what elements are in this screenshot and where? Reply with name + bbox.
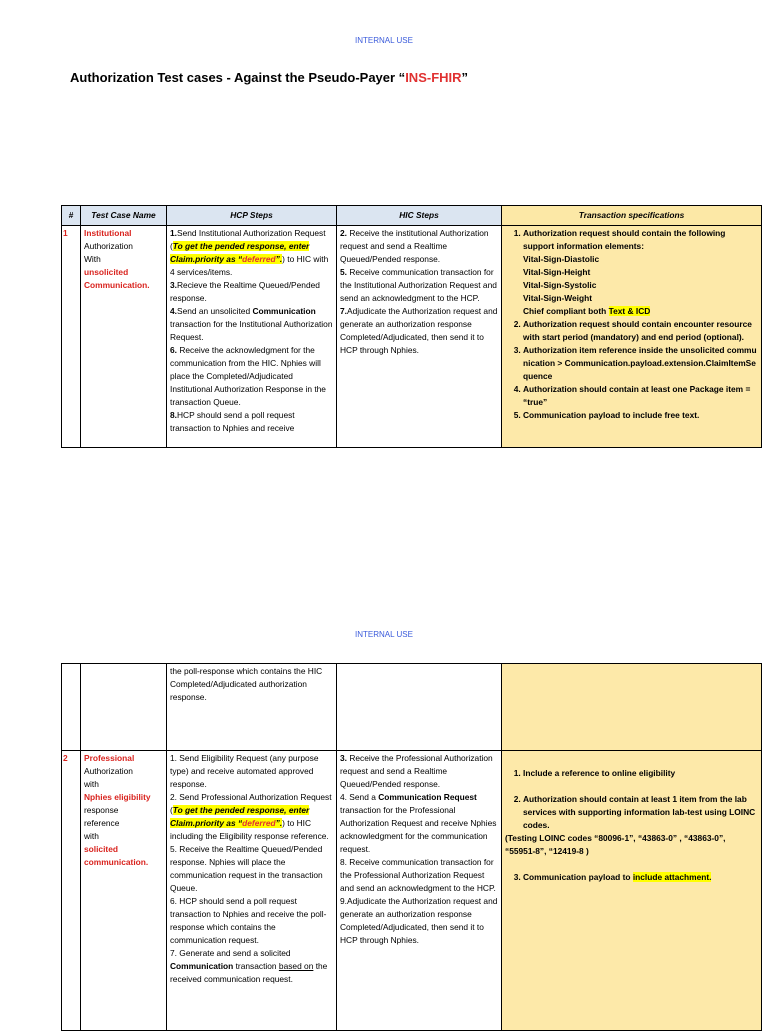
- step-text: Receive the acknowledgment for the communication from the HIC. Nphies will place the Completed/Adjudicated Institutional Authorization Response in the transaction Queue.: [170, 345, 326, 407]
- step-text: 5. Receive the Realtime Queued/Pended response. Nphies will place the communication request in the transaction Queue.: [170, 844, 323, 893]
- hic-steps: [337, 226, 502, 448]
- pended-note: To get the pended response, enter Claim.priority as “: [170, 805, 310, 828]
- case-name: [81, 751, 167, 1031]
- case-name: [81, 664, 167, 751]
- hic-steps: [337, 751, 502, 1031]
- test-cases-table: [61, 205, 762, 448]
- loinc-codes: (Testing LOINC codes “80096-1”, “43863-0” , “43863-0”, “55951-8”, “12419-8 ): [505, 833, 726, 856]
- spec-item: 4. Authorization should contain at least one Package item = “true”: [523, 383, 758, 409]
- col-header-name: Test Case Name: [81, 206, 167, 226]
- table-row: [62, 751, 762, 1031]
- step-text: Adjudicate the Authorization request and generate an authorization response Completed/Adjudicated, then send it to HCP through Nphies.: [340, 306, 498, 355]
- table-row: [62, 664, 762, 751]
- step-text: 2. Send Professional Authorization Request (: [170, 792, 332, 815]
- step-text: 4. Send a: [340, 792, 379, 802]
- spec-item: [523, 227, 758, 318]
- pended-note: To get the pended response, enter Claim.priority as “: [170, 241, 310, 264]
- hcp-steps: the poll-response which contains the HIC Completed/Adjudicated authorization response.: [167, 664, 337, 751]
- name-line: response: [84, 805, 119, 815]
- transaction-specs: [502, 751, 762, 1031]
- table-header-row: [62, 206, 762, 226]
- case-number: [62, 664, 81, 751]
- step-keyword: Communication: [252, 306, 316, 316]
- step-num: 3.: [340, 753, 347, 763]
- spec-subitem: Vital-Sign-Systolic: [523, 280, 597, 290]
- payer-name: INS-FHIR: [405, 70, 462, 85]
- spec-highlight: include attachment.: [632, 872, 712, 882]
- spec-subitem: Vital-Sign-Weight: [523, 293, 593, 303]
- step-num: 3.: [170, 280, 177, 290]
- step-text: Receive communication transaction for the Institutional Authorization Request and send an acknowledgment to the HCP.: [340, 267, 497, 303]
- spec-list: [505, 767, 758, 832]
- spec-item: [523, 871, 758, 884]
- pended-note-end: ”.: [275, 818, 283, 828]
- col-header-spec: Transaction specifications: [502, 206, 762, 226]
- name-line: with: [84, 831, 99, 841]
- name-line: reference: [84, 818, 120, 828]
- step-num: 2.: [340, 228, 347, 238]
- col-header-hic: HIC Steps: [337, 206, 502, 226]
- name-line: unsolicited: [84, 267, 129, 277]
- step-text: Recieve the Realtime Queued/Pended response.: [170, 280, 320, 303]
- spec-list: [505, 871, 758, 884]
- step-text: 1. Send Eligibility Request (any purpose type) and receive automated approved response.: [170, 753, 319, 789]
- internal-use-label: INTERNAL USE: [355, 630, 413, 639]
- deferred-value: deferred: [242, 254, 276, 264]
- step-text: ) to HIC with 4 services/items.: [170, 254, 329, 277]
- step-text: Receive the Professional Authorization request and send a Realtime Queued/Pended response.: [340, 753, 493, 789]
- name-line: with: [84, 779, 99, 789]
- name-line: solicited: [84, 844, 118, 854]
- step-text: Send an unsolicited: [177, 306, 253, 316]
- name-line: Nphies eligibility: [84, 792, 151, 802]
- step-text: ) to HIC including the Eligibility response reference.: [170, 818, 329, 841]
- hcp-steps: [167, 751, 337, 1031]
- spec-item: 5. Communication payload to include free text.: [523, 409, 758, 422]
- step-num: 8.: [170, 410, 177, 420]
- spec-subitem: Vital-Sign-Height: [523, 267, 591, 277]
- step-num: 5.: [340, 267, 347, 277]
- hcp-steps: [167, 226, 337, 448]
- pended-note-end: ”.: [275, 254, 283, 264]
- spec-item: 1. Include a reference to online eligibility: [523, 767, 758, 780]
- name-line: Professional: [84, 753, 135, 763]
- spec-subitem: Chief compliant both: [523, 306, 609, 316]
- case-number: 1: [62, 226, 81, 448]
- step-underline: based on: [278, 961, 314, 971]
- name-line: Authorization: [84, 241, 133, 251]
- name-line: Institutional: [84, 228, 132, 238]
- title-prefix: Authorization Test cases - Against the Pseudo-Payer “: [70, 70, 406, 85]
- hic-steps: [337, 664, 502, 751]
- step-text: transaction: [233, 961, 279, 971]
- step-text: 6. HCP should send a poll request transaction to Nphies and receive the poll-response which contains the communication request.: [170, 896, 327, 945]
- step-text: Send Institutional Authorization Request (: [170, 228, 326, 251]
- step-text: HCP should send a poll request transaction to Nphies and receive: [170, 410, 295, 433]
- spec-subitem: Vital-Sign-Diastolic: [523, 254, 600, 264]
- spec-list: [505, 227, 758, 422]
- spec-text: Communication payload to: [523, 872, 633, 882]
- step-text: the received communication request.: [170, 961, 328, 984]
- page-title: [70, 70, 468, 85]
- case-number: 2: [62, 751, 81, 1031]
- table-row: [62, 226, 762, 448]
- title-suffix: ”: [461, 70, 469, 85]
- col-header-hcp: HCP Steps: [167, 206, 337, 226]
- col-header-num: #: [62, 206, 81, 226]
- spec-item: 2. Authorization should contain at least 1 item from the lab services with supporting information lab-test using LOINC codes.: [523, 793, 758, 832]
- internal-use-label: INTERNAL USE: [355, 36, 413, 45]
- step-num: 9.: [340, 896, 347, 906]
- spec-highlight: Text & ICD: [608, 306, 651, 316]
- step-num: 1.: [170, 228, 177, 238]
- step-text: Receive the institutional Authorization request and send a Realtime Queued/Pended response.: [340, 228, 489, 264]
- transaction-specs: [502, 664, 762, 751]
- step-text: Adjudicate the Authorization request and generate an authorization response Completed/Adjudicated, then send it to HCP through Nphies.: [340, 896, 498, 945]
- step-text: transaction for the Professional Authorization Request and receive Nphies acknowledgment for the communication request.: [340, 805, 497, 854]
- step-text: transaction for the Institutional Authorization Request.: [170, 319, 333, 342]
- step-num: 4.: [170, 306, 177, 316]
- step-text: 7. Generate and send a solicited: [170, 948, 291, 958]
- spec-item: 2. Authorization request should contain encounter resource with start period (mandatory) and end period (optional).: [523, 318, 758, 344]
- name-line: communication.: [84, 857, 149, 867]
- step-keyword: Communication: [170, 961, 234, 971]
- name-line: With: [84, 254, 101, 264]
- step-num: 7.: [340, 306, 347, 316]
- step-num: 6.: [170, 345, 177, 355]
- spec-text: Authorization request should contain the following support information elements:: [523, 228, 726, 251]
- deferred-value: deferred: [242, 818, 276, 828]
- step-text: 8. Receive communication transaction for the Professional Authorization Request and send an acknowledgment to the HCP.: [340, 857, 496, 893]
- case-name: [81, 226, 167, 448]
- step-keyword: Communication Request: [378, 792, 477, 802]
- transaction-specs: [502, 226, 762, 448]
- name-line: Authorization: [84, 766, 133, 776]
- test-cases-table-continued: [61, 663, 762, 1031]
- name-line: Communication.: [84, 280, 150, 290]
- spec-item: 3. Authorization item reference inside the unsolicited communication > Communication.payload.extension.ClaimItemSequence: [523, 344, 758, 383]
